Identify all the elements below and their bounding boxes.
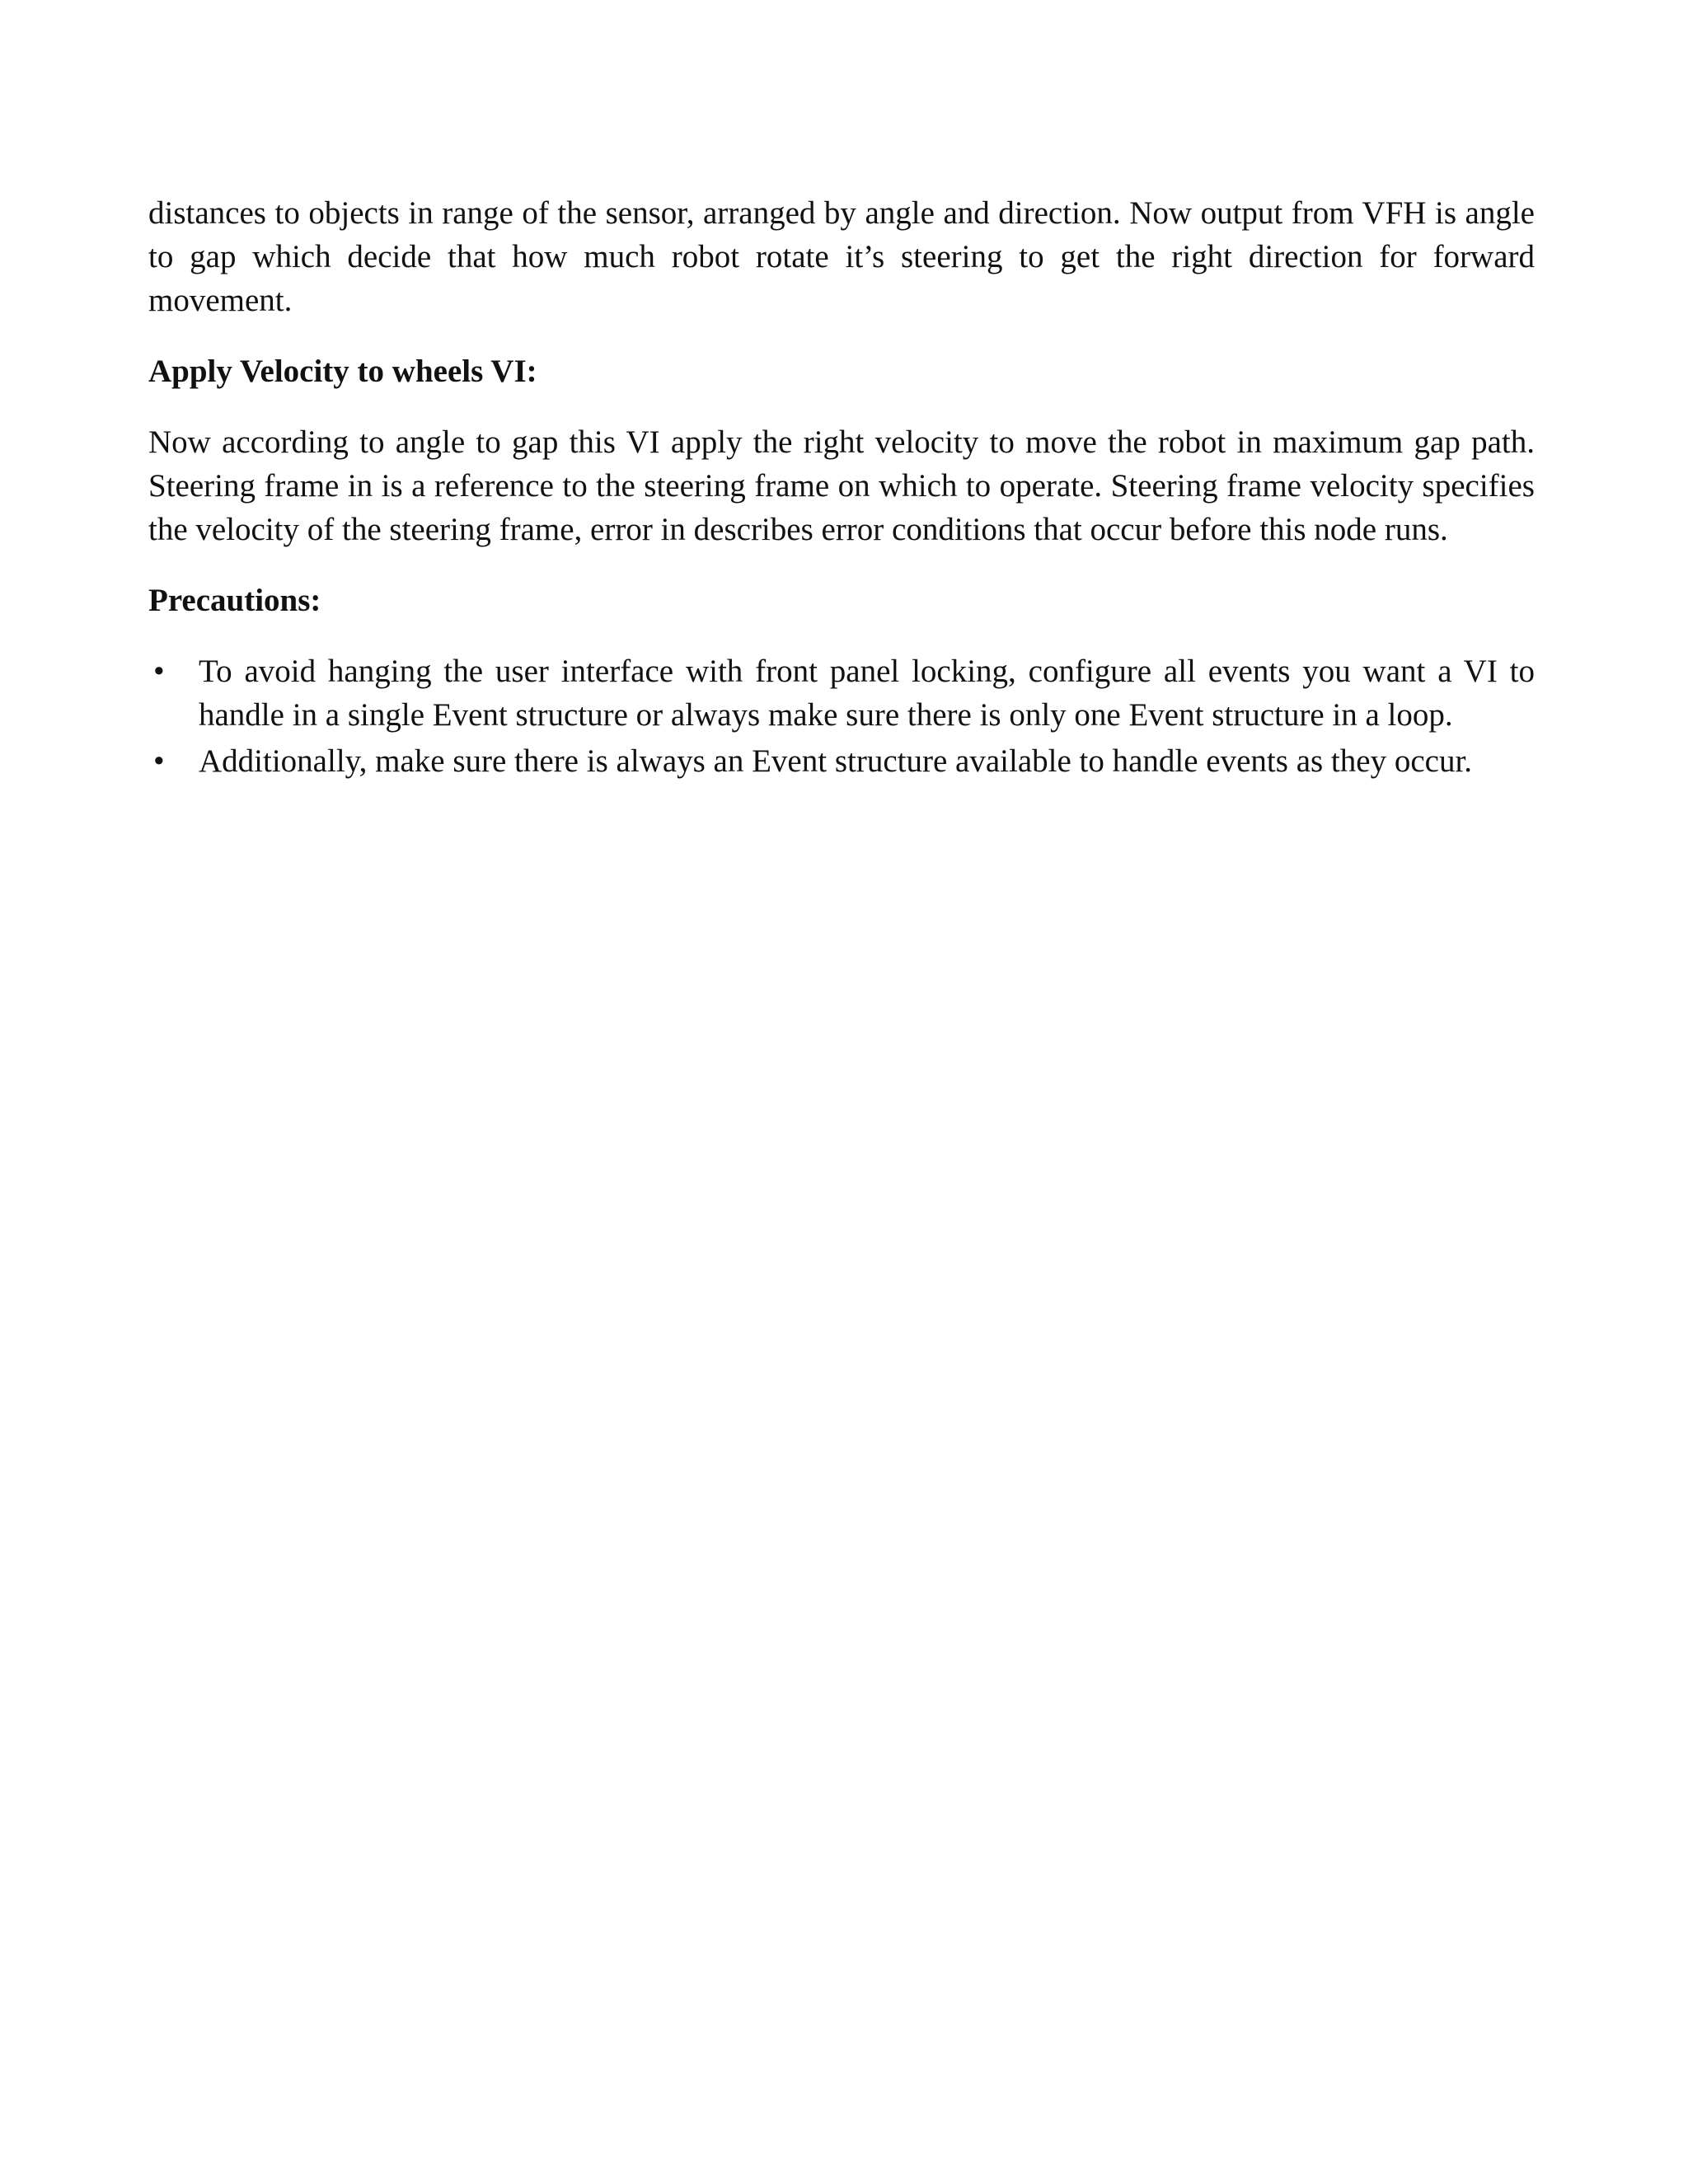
list-item (148, 649, 1535, 737)
section-heading-precautions: Precautions: (148, 583, 321, 618)
document-page (148, 191, 1535, 785)
body-paragraph: distances to objects in range of the sensor, arranged by angle and direction. Now output from VFH is angle to gap which decide that how much robot rotate it’s steering to get the right direction for forward movement. (148, 195, 1535, 318)
list-item-text: Additionally, make sure there is always an Event structure available to handle events as they occur. (199, 743, 1473, 779)
list-item-text: To avoid hanging the user interface with front panel locking, configure all events you want a VI to handle in a single Event structure or always make sure there is only one Event structure in a loop. (199, 654, 1535, 733)
precautions-list (148, 649, 1535, 783)
list-item (148, 739, 1535, 783)
bullet-icon: • (153, 654, 165, 689)
body-paragraph: Now according to angle to gap this VI apply the right velocity to move the robot in maximum gap path. Steering frame in is a reference to the steering frame on which to operate. Steering frame velocity specifies the velocity of the steering frame, error in describes error conditions that occur before this node runs. (148, 424, 1535, 547)
section-heading-apply-velocity: Apply Velocity to wheels VI: (148, 354, 537, 389)
bullet-icon: • (153, 743, 165, 779)
